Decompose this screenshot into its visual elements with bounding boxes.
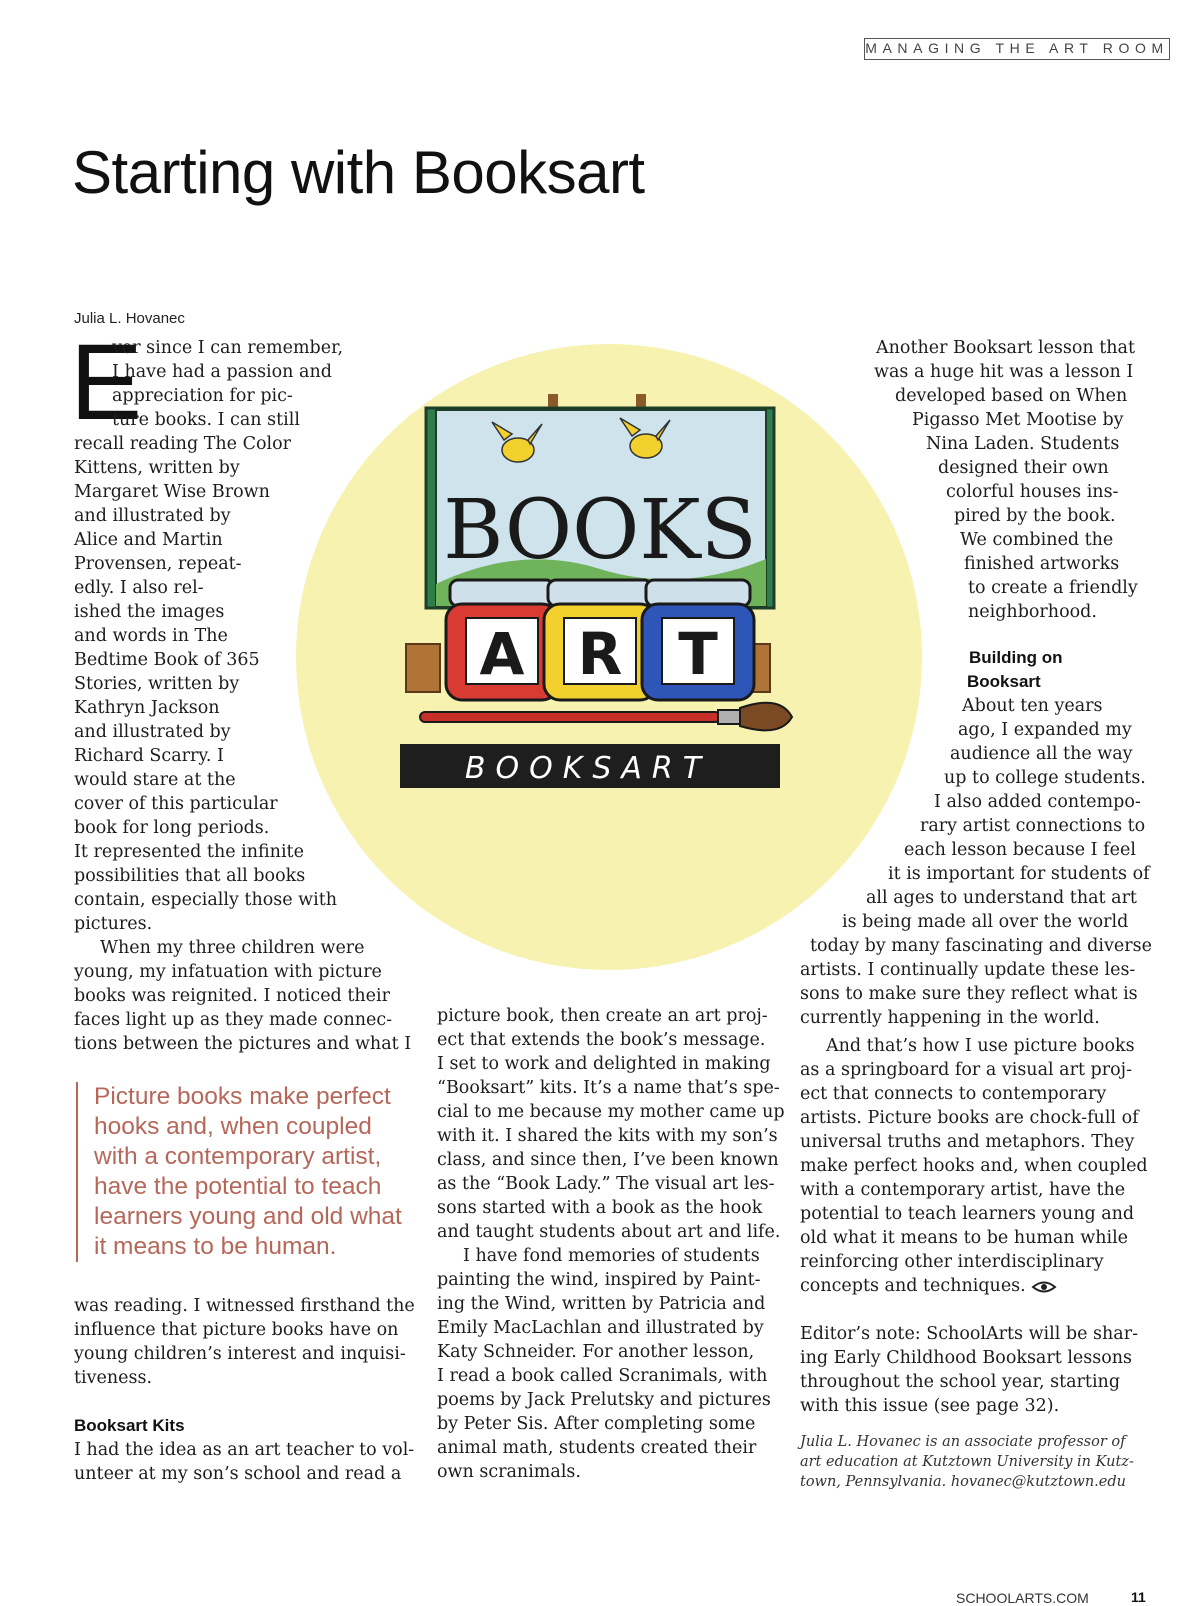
text-line: with it. I shared the kits with my son’s [437,1126,778,1146]
text-line: tions between the pictures and what I [74,1034,412,1054]
text-line: would stare at the [74,770,236,790]
text-line: cial to me because my mother came up [437,1102,785,1122]
intro-line: appreciation for pic- [112,386,293,406]
text-line: and words in The [74,626,228,646]
text-line: influence that picture books have on [74,1320,399,1340]
text-line: Margaret Wise Brown [74,482,270,502]
text-line: recall reading The Color [74,434,291,454]
text-line: currently happening in the world. [800,1008,1100,1028]
text-line: old what it means to be human while [800,1228,1129,1248]
text-line: concepts and techniques. [800,1274,1148,1298]
text-line: Another Booksart lesson that [876,338,1135,358]
text-line: It represented the infinite [74,842,304,862]
text-line: and illustrated by [74,506,231,526]
text-line: designed their own [938,458,1109,478]
text-line: ing the Wind, written by Patricia and [437,1294,766,1314]
page-number: 11 [1131,1589,1146,1605]
logo-books-text: BOOKS [443,483,757,578]
pull-quote-line: have the potential to teach [94,1173,382,1200]
text-line: books was reignited. I noticed their [74,986,390,1006]
editors-note-line: Editor’s note: SchoolArts will be shar- [800,1324,1138,1344]
text-line: picture book, then create an art proj- [437,1006,768,1026]
text-line: Pigasso Met Mootise by [912,410,1124,430]
logo-letter: T [678,620,718,688]
text-line: was a huge hit was a lesson I [874,362,1134,382]
text-line: class, and since then, I’ve been known [437,1150,779,1170]
text-line: Kittens, written by [74,458,240,478]
text-line: potential to teach learners young and [800,1204,1135,1224]
text-line: When my three children were [100,938,365,958]
text-line: ect that connects to contemporary [800,1084,1107,1104]
subhead-booksart-kits: Booksart Kits [74,1416,185,1435]
editors-note-line: throughout the school year, starting [800,1372,1121,1392]
text-line: And that’s how I use picture books [826,1036,1135,1056]
text-line: contain, especially those with [74,890,338,910]
logo-letter: A [479,620,525,688]
pull-quote-line: Picture books make perfect [94,1083,391,1110]
column-1-text [74,432,411,1056]
text-line: with a contemporary artist, have the [800,1180,1126,1200]
column-1-continued [74,1294,415,1486]
text-line: ished the images [74,602,225,622]
text-line: Katy Schneider. For another lesson, [437,1342,755,1362]
text-line: ect that extends the book’s message. [437,1030,766,1050]
text-line: faces light up as they made connec- [74,1010,393,1030]
booksart-logo [400,394,820,814]
paintbrush-icon [420,703,792,731]
pull-quote [76,1082,402,1262]
text-line: to create a friendly [968,578,1138,598]
text-line: Richard Scarry. I [74,746,224,766]
subhead-building: Building on [969,648,1063,667]
drop-cap: E [70,321,143,442]
text-line: pired by the book. [954,506,1116,526]
pull-quote-line: learners young and old what [94,1203,402,1230]
text-line: Alice and Martin [74,530,223,550]
text-line: audience all the way [950,744,1133,764]
text-line: I had the idea as an art teacher to vol- [74,1440,415,1460]
text-line: I set to work and delighted in making [437,1054,771,1074]
text-line: We combined the [960,530,1114,550]
text-line: universal truths and metaphors. They [800,1132,1135,1152]
text-line: poems by Jack Prelutsky and pictures [437,1390,771,1410]
author-bio-line: town, Pennsylvania. hovanec@kutztown.edu [800,1474,1126,1490]
text-line: tiveness. [74,1368,153,1388]
text-line: make perfect hooks and, when coupled [800,1156,1148,1176]
logo-letter: R [577,620,623,688]
text-line: Kathryn Jackson [74,698,220,718]
text-line: young, my infatuation with picture [74,962,382,982]
text-line: pictures. [74,914,153,934]
text-line: book for long periods. [74,818,270,838]
footer-site: SCHOOLARTS.COM [956,1590,1089,1606]
author-byline: Julia L. Hovanec [74,310,185,327]
text-line: own scranimals. [437,1462,581,1482]
article-title: Starting with Booksart [72,139,645,206]
text-line: sons started with a book as the hook [437,1198,763,1218]
text-line: up to college students. [944,768,1146,788]
text-line: animal math, students created their [437,1438,757,1458]
pull-quote-line: it means to be human. [94,1233,337,1260]
text-line: as the “Book Lady.” The visual art les- [437,1174,775,1194]
text-line: Stories, written by [74,674,240,694]
intro-line: ver since I can remember, [112,338,344,358]
text-line: it is important for students of [888,864,1150,884]
text-line: rary artist connections to [920,816,1146,836]
text-line: developed based on When [895,386,1128,406]
intro-line: ture books. I can still [112,410,300,430]
text-line: painting the wind, inspired by Paint- [437,1270,761,1290]
text-line: artists. Picture books are chock-full of [800,1108,1139,1128]
text-line: About ten years [962,696,1103,716]
pull-quote-line: with a contemporary artist, [94,1143,382,1170]
column-2-text [437,1004,785,1484]
text-line: I read a book called Scranimals, with [437,1366,768,1386]
text-line: unteer at my son’s school and read a [74,1464,402,1484]
text-line: today by many fascinating and diverse [810,936,1152,956]
text-line: sons to make sure they reflect what is [800,984,1138,1004]
end-mark-icon [1031,1280,1057,1294]
text-line: ago, I expanded my [958,720,1132,740]
text-line: I also added contempo- [934,792,1141,812]
text-line: Nina Laden. Students [926,434,1120,454]
section-tag: MANAGING THE ART ROOM [864,38,1170,60]
author-bio-line: art education at Kutztown University in Kutz- [800,1454,1134,1470]
column-3-text [800,1034,1148,1492]
text-line: artists. I continually update these les- [800,960,1136,980]
text-line: Bedtime Book of 365 [74,650,260,670]
text-line: and illustrated by [74,722,231,742]
text-line: is being made all over the world [842,912,1129,932]
text-line: by Peter Sis. After completing some [437,1414,756,1434]
author-bio-line: Julia L. Hovanec is an associate professor of [800,1434,1126,1450]
text-line: I have fond memories of students [463,1246,760,1266]
text-line: all ages to understand that art [866,888,1137,908]
text-line: possibilities that all books [74,866,306,886]
subhead-building: Booksart [967,672,1041,691]
text-line: each lesson because I feel [904,840,1136,860]
text-line: edly. I also rel- [74,578,204,598]
logo-banner-text: BOOKSART [464,751,712,786]
text-line: young children’s interest and inquisi- [74,1344,406,1364]
text-line: as a springboard for a visual art proj- [800,1060,1132,1080]
editors-note-line: with this issue (see page 32). [800,1396,1060,1416]
text-line: and taught students about art and life. [437,1222,781,1242]
text-line: “Booksart” kits. It’s a name that’s spe- [437,1078,780,1098]
pull-quote-line: hooks and, when coupled [94,1113,372,1140]
text-line: colorful houses ins- [946,482,1119,502]
editors-note-line: ing Early Childhood Booksart lessons [800,1348,1133,1368]
text-line: Emily MacLachlan and illustrated by [437,1318,764,1338]
text-line: cover of this particular [74,794,278,814]
text-line: was reading. I witnessed firsthand the [74,1296,415,1316]
intro-line: I have had a passion and [112,362,332,382]
text-line: reinforcing other interdisciplinary [800,1252,1104,1272]
text-line: Provensen, repeat- [74,554,242,574]
text-line: neighborhood. [968,602,1097,622]
text-line: finished artworks [964,554,1120,574]
